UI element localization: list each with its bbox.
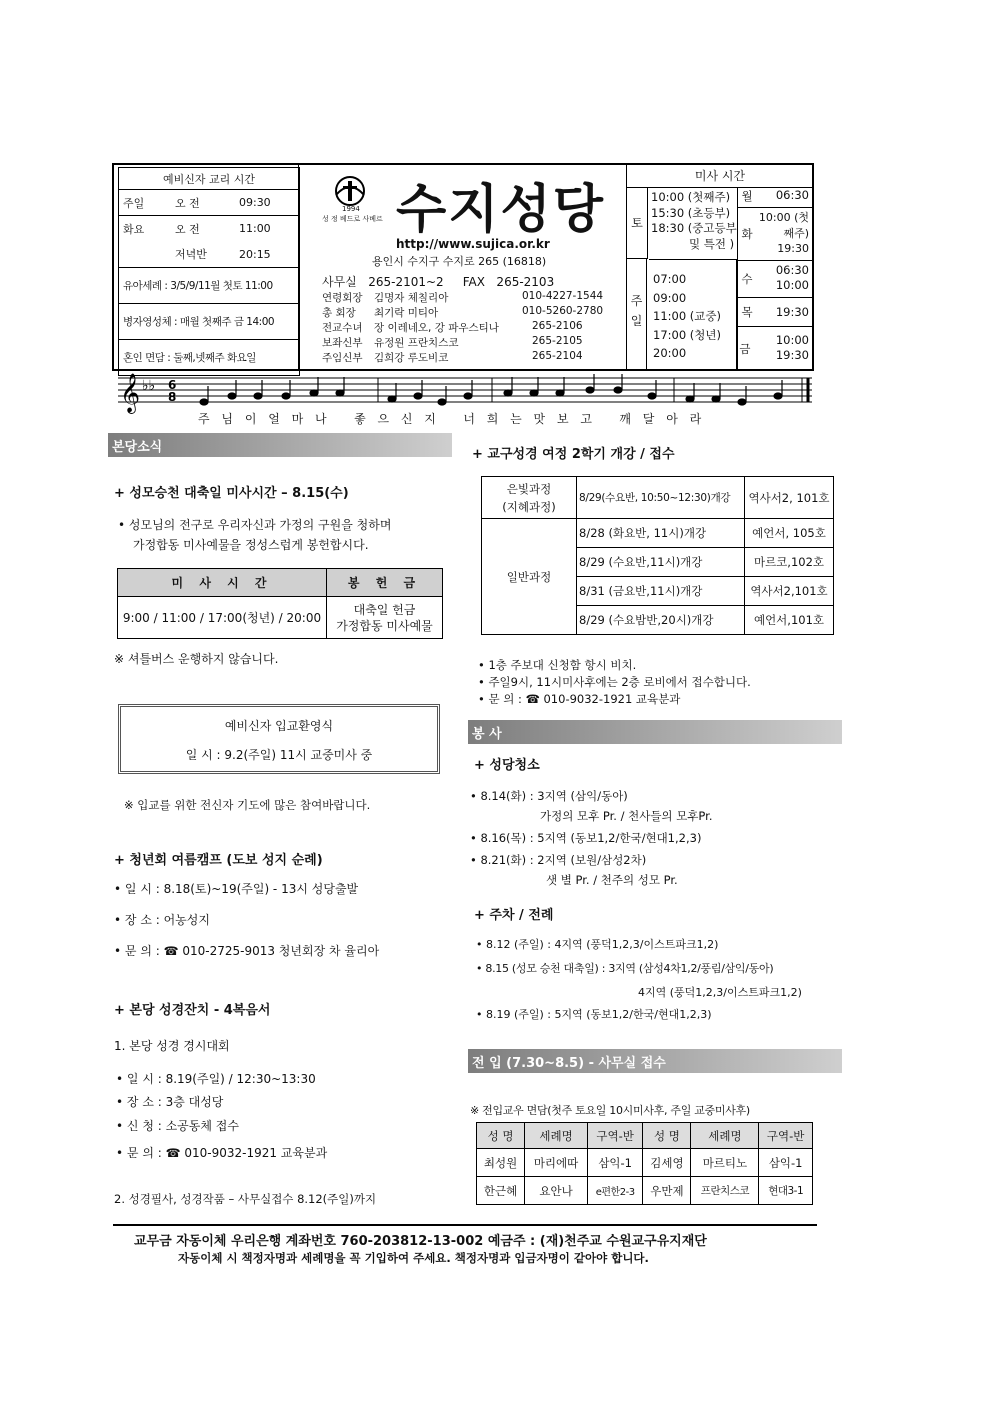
assumption-th-offering: 봉 헌 금 <box>327 569 443 597</box>
weekday-label: 월 <box>741 189 753 203</box>
journey-note: • 문 의 : ☎ 010-9032-1921 교육분과 <box>478 692 681 706</box>
marriage-interview: 혼인 면담 : 둘째,넷째주 화요일 <box>119 340 300 376</box>
bible-apply-text: 신 청 : 소공동체 접수 <box>126 1119 239 1133</box>
welcome-frame <box>118 704 440 774</box>
transfer-cell: 마르티노 <box>691 1149 759 1177</box>
contact-role: 보좌신부 <box>322 337 363 349</box>
cleaning-line: • 8.14(화) : 3지역 (삼익/동아) <box>470 789 628 803</box>
transfer-cell: 프란치스코 <box>691 1177 759 1205</box>
logo-year: 1994 <box>342 205 360 213</box>
table-row <box>477 1149 813 1177</box>
footer-note: 자동이체 시 책정자명과 세례명을 꼭 기입하여 주세요. 책정자명과 입금자명이 같아야 합니다. <box>178 1251 649 1265</box>
catechism-day: 주일 <box>119 190 172 216</box>
table-row <box>477 1177 813 1205</box>
mass-time: 07:00 <box>653 272 687 286</box>
weekday-row <box>737 261 813 298</box>
transfer-table <box>476 1122 813 1205</box>
transfer-cell: 현대3-1 <box>759 1177 813 1205</box>
footer-account: 교무금 자동이체 우리은행 계좌번호 760-203812-13-002 예금주 : (재)천주교 수원교구유지재단 <box>134 1234 707 1249</box>
parking-line: • 8.12 (주일) : 4지역 (풍덕1,2,3/이스트파크1,2) <box>476 938 719 951</box>
bible-contact: • 문 의 : ☎ 010-9032-1921 교육분과 <box>116 1146 328 1160</box>
weekday-label: 수 <box>741 272 753 286</box>
logo-caption: 성 정 베드로 사베르 <box>322 215 383 223</box>
welcome-title: 예비신자 입교환영식 <box>224 719 334 733</box>
contacts-list <box>322 290 622 365</box>
catechism-day: 화요 <box>119 216 172 242</box>
journey-book: 마르코,102호 <box>745 548 834 577</box>
contact-phone: 010-5260-2780 <box>522 305 604 317</box>
bible-item2: 2. 성경필사, 성경작품 – 사무실접수 8.12(주일)까지 <box>114 1192 377 1206</box>
offering-line: 대축일 헌금 <box>353 602 416 617</box>
address: 용인시 수지구 수지로 265 (16818) <box>372 255 547 268</box>
mass-time: 15:30 (초등부) <box>651 205 731 220</box>
bible-contact-text: 문 의 : ☎ 010-9032-1921 교육분과 <box>126 1146 328 1160</box>
catechism-ampm: 오 전 <box>171 216 235 242</box>
cleaning-line: 샛 별 Pr. / 천주의 성모 Pr. <box>546 873 678 887</box>
weekday-label: 금 <box>739 342 751 356</box>
website-link[interactable]: http://www.sujica.or.kr <box>396 237 550 251</box>
saturday-label: 토 <box>627 188 648 259</box>
assumption-text-line: 성모님의 전구로 우리자신과 가정의 구원을 청하며 <box>128 518 392 532</box>
transfer-cell: 우만제 <box>643 1177 691 1205</box>
office-line: 사무실 265-2101~2 FAX 265-2103 <box>322 275 555 289</box>
journey-note: • 1층 주보대 신청함 항시 비치. <box>478 658 637 672</box>
contact-row <box>322 320 622 335</box>
weekday-row <box>737 298 813 327</box>
mass-time: 10:00 (첫째주) <box>651 190 731 204</box>
weekday-label: 목 <box>741 305 753 319</box>
transfer-cell: 한근혜 <box>477 1177 525 1205</box>
sunday-times <box>649 259 737 369</box>
mass-time: 18:30 (중고등부 <box>651 221 737 235</box>
bible-item1: 1. 본당 성경 경시대회 <box>114 1039 230 1053</box>
header-divider <box>298 165 299 369</box>
transfer-th: 구역-반 <box>759 1123 813 1149</box>
contact-phone: 265-2106 <box>532 320 583 332</box>
youth-date: • 일 시 : 8.18(토)~19(주일) - 13시 성당출발 <box>114 882 359 896</box>
section-transfer: 전 입 (7.30~8.5) - 사무실 접수 <box>468 1049 842 1073</box>
welcome-date: 일 시 : 9.2(주일) 11시 교중미사 중 <box>185 748 373 762</box>
parish-name: 수지성당 <box>396 180 605 240</box>
mass-time: 11:00 (교중) <box>653 309 721 323</box>
youth-heading: + 청년회 여름캠프 (도보 성지 순례) <box>114 853 323 868</box>
transfer-cell: 삼익-1 <box>759 1149 813 1177</box>
journey-book: 예언서, 105호 <box>745 519 834 548</box>
parking-line: 4지역 (풍덕1,2,3/이스트파크1,2) <box>638 986 802 999</box>
cleaning-line: • 8.16(목) : 5지역 (동보1,2/한국/현대1,2,3) <box>470 831 702 845</box>
journey-table <box>481 476 834 635</box>
assumption-text: • 성모님의 전구로 우리자신과 가정의 구원을 청하며 <box>118 518 392 532</box>
transfer-th: 성 명 <box>477 1123 525 1149</box>
song-lyrics: 주 님 이 얼 마 나 좋 으 신 지 너 희 는 맛 보 고 깨 달 아 라 <box>198 412 706 426</box>
welcome-note: ※ 입교를 위한 전신자 기도에 많은 참여바랍니다. <box>124 798 371 812</box>
weekday-time: 10:00 (첫째주) 19:30 <box>758 211 809 255</box>
journey-book: 역사서2,101호 <box>745 577 834 606</box>
shuttle-note: ※ 셔틀버스 운행하지 않습니다. <box>114 652 279 666</box>
mass-time: 20:00 <box>653 346 687 360</box>
cleaning-heading: + 성당청소 <box>474 758 540 773</box>
svg-text:8: 8 <box>168 390 177 404</box>
contact-row <box>322 335 622 350</box>
course-name: (지혜과정) <box>502 499 556 514</box>
catechism-time: 20:15 <box>235 242 300 268</box>
weekday-row <box>737 208 813 261</box>
bible-date-text: 일 시 : 8.19(주일) / 12:30~13:30 <box>126 1072 316 1086</box>
transfer-cell: 최성원 <box>477 1149 525 1177</box>
youth-contact: • 문 의 : ☎ 010-2725-9013 청년회장 차 율리아 <box>114 944 380 958</box>
contact-row <box>322 350 622 365</box>
weekday-time: 06:30 <box>775 188 809 202</box>
section-service: 봉 사 <box>468 720 842 744</box>
transfer-cell: e편한2-3 <box>587 1177 642 1205</box>
sunday-label: 주일 <box>627 259 647 369</box>
contact-phone: 265-2104 <box>532 350 583 362</box>
cleaning-line: 가정의 모후 Pr. / 천사들의 모후Pr. <box>540 809 713 823</box>
catechism-ampm: 오 전 <box>171 190 235 216</box>
journey-when: 8/29 (수요밤반,20시)개강 <box>577 606 745 635</box>
music-staff <box>112 372 814 414</box>
course-name: 은빛과정 <box>506 481 552 496</box>
catechism-title: 예비신자 교리 시간 <box>119 168 300 190</box>
cleaning-line: • 8.21(화) : 2지역 (보원/삼성2차) <box>470 853 647 867</box>
transfer-cell: 김세영 <box>643 1149 691 1177</box>
journey-note-text: 주일9시, 11시미사후에는 2층 로비에서 접수합니다. <box>488 675 751 689</box>
transfer-cell: 삼익-1 <box>587 1149 642 1177</box>
journey-when: 8/29(수요반, 10:50~12:30)개강 <box>577 477 745 519</box>
weekday-label: 화 <box>741 227 753 241</box>
weekday-time: 19:30 <box>775 305 809 319</box>
journey-note-text: 1층 주보대 신청함 항시 비치. <box>488 658 637 672</box>
youth-place: • 장 소 : 어농성지 <box>114 913 210 927</box>
mass-time: 09:00 <box>653 290 687 305</box>
sick-communion: 병자영성체 : 매월 첫째주 금 14:00 <box>119 304 300 340</box>
transfer-th: 구역-반 <box>587 1123 642 1149</box>
assumption-table <box>117 568 443 639</box>
saturday-times <box>651 190 737 252</box>
assumption-text-line: 가정합동 미사예물을 정성스럽게 봉헌합시다. <box>133 538 369 552</box>
journey-when: 8/29 (수요반,11시)개강 <box>577 548 745 577</box>
music-notes-icon <box>112 372 814 414</box>
mass-title: 미사 시간 <box>627 165 813 188</box>
bible-apply: • 신 청 : 소공동체 접수 <box>116 1119 239 1133</box>
transfer-th: 성 명 <box>643 1123 691 1149</box>
weekday-time: 10:00 19:30 <box>775 333 809 362</box>
weekday-time: 06:30 10:00 <box>775 263 809 292</box>
youth-contact-text: 문 의 : ☎ 010-2725-9013 청년회장 차 율리아 <box>124 944 380 958</box>
transfer-th: 세례명 <box>691 1123 759 1149</box>
parking-line: • 8.19 (주일) : 5지역 (동보1,2/한국/현대1,2,3) <box>476 1008 712 1021</box>
journey-when: 8/28 (화요반, 11시)개강 <box>577 519 745 548</box>
contact-name: 최기락 미티아 <box>374 307 439 319</box>
catechism-time: 09:30 <box>235 190 300 216</box>
contact-role: 연령회장 <box>322 292 363 304</box>
mass-time: 및 특전 ) <box>689 236 735 251</box>
catechism-time: 11:00 <box>235 216 300 242</box>
journey-course <box>482 477 577 519</box>
transfer-cell: 요안나 <box>525 1177 588 1205</box>
catechism-day <box>119 242 172 268</box>
journey-notes <box>478 657 751 708</box>
bible-place: • 장 소 : 3층 대성당 <box>116 1095 224 1109</box>
bulletin-header <box>112 163 814 371</box>
contact-role: 주임신부 <box>322 352 363 364</box>
contact-name: 김희강 루도비코 <box>374 352 449 364</box>
contact-phone: 265-2105 <box>532 335 583 347</box>
transfer-th: 세례명 <box>525 1123 588 1149</box>
bible-place-text: 장 소 : 3층 대성당 <box>126 1095 224 1109</box>
svg-text:♭♭: ♭♭ <box>142 378 156 394</box>
contact-name: 장 이레네오, 강 파우스티나 <box>374 322 499 334</box>
journey-note: • 주일9시, 11시미사후에는 2층 로비에서 접수합니다. <box>478 675 751 689</box>
mass-times-box <box>626 165 813 369</box>
weekday-row <box>737 188 813 208</box>
footer-rule <box>113 1224 817 1226</box>
contact-role: 총 회장 <box>322 307 356 319</box>
journey-book: 역사서2, 101호 <box>745 477 834 519</box>
catechism-box <box>118 167 300 367</box>
infant-baptism: 유아세례 : 3/5/9/11월 첫토 11:00 <box>119 268 300 304</box>
journey-heading: + 교구성경 여정 2학기 개강 / 접수 <box>472 447 675 462</box>
contact-row <box>322 305 622 320</box>
assumption-th-times: 미 사 시 간 <box>118 569 327 597</box>
weekday-times <box>737 188 813 371</box>
contact-row <box>322 290 622 305</box>
contact-name: 유정원 프란치스코 <box>374 337 459 349</box>
contact-name: 김명자 체칠리아 <box>374 292 449 304</box>
weekday-row <box>737 327 813 371</box>
transfer-cell: 마리에따 <box>525 1149 588 1177</box>
assumption-times: 9:00 / 11:00 / 17:00(청년) / 20:00 <box>118 597 327 639</box>
section-parish-news: 본당소식 <box>108 433 452 457</box>
transfer-note: ※ 전입교우 면담(첫주 토요일 10시미사후, 주일 교중미사후) <box>470 1104 750 1117</box>
contact-role: 전교수녀 <box>322 322 363 334</box>
parking-heading: + 주차 / 전례 <box>474 908 554 923</box>
youth-date-text: 일 시 : 8.18(토)~19(주일) - 13시 성당출발 <box>124 882 359 896</box>
svg-text:6: 6 <box>168 378 177 392</box>
bible-heading: + 본당 성경잔치 - 4복음서 <box>114 1003 271 1018</box>
parking-line: • 8.15 (성모 승천 대축일) : 3지역 (삼성4차1,2/풍림/삼익/동아) <box>476 962 774 975</box>
contact-phone: 010-4227-1544 <box>522 290 604 302</box>
journey-course: 일반과정 <box>482 519 577 635</box>
assumption-offering <box>327 597 443 639</box>
mass-time: 17:00 (청년) <box>653 327 721 342</box>
offering-line: 가정합동 미사예물 <box>336 618 433 633</box>
svg-text:𝄞: 𝄞 <box>120 373 141 413</box>
bible-date: • 일 시 : 8.19(주일) / 12:30~13:30 <box>116 1072 316 1086</box>
journey-when: 8/31 (금요반,11시)개강 <box>577 577 745 606</box>
journey-book: 예언서,101호 <box>745 606 834 635</box>
catechism-ampm: 저녁반 <box>171 242 235 268</box>
journey-note-text: 문 의 : ☎ 010-9032-1921 교육분과 <box>488 692 681 706</box>
assumption-heading: + 성모승천 대축일 미사시간 – 8.15(수) <box>114 486 349 501</box>
parish-logo <box>322 173 383 223</box>
youth-place-text: 장 소 : 어농성지 <box>124 913 210 927</box>
